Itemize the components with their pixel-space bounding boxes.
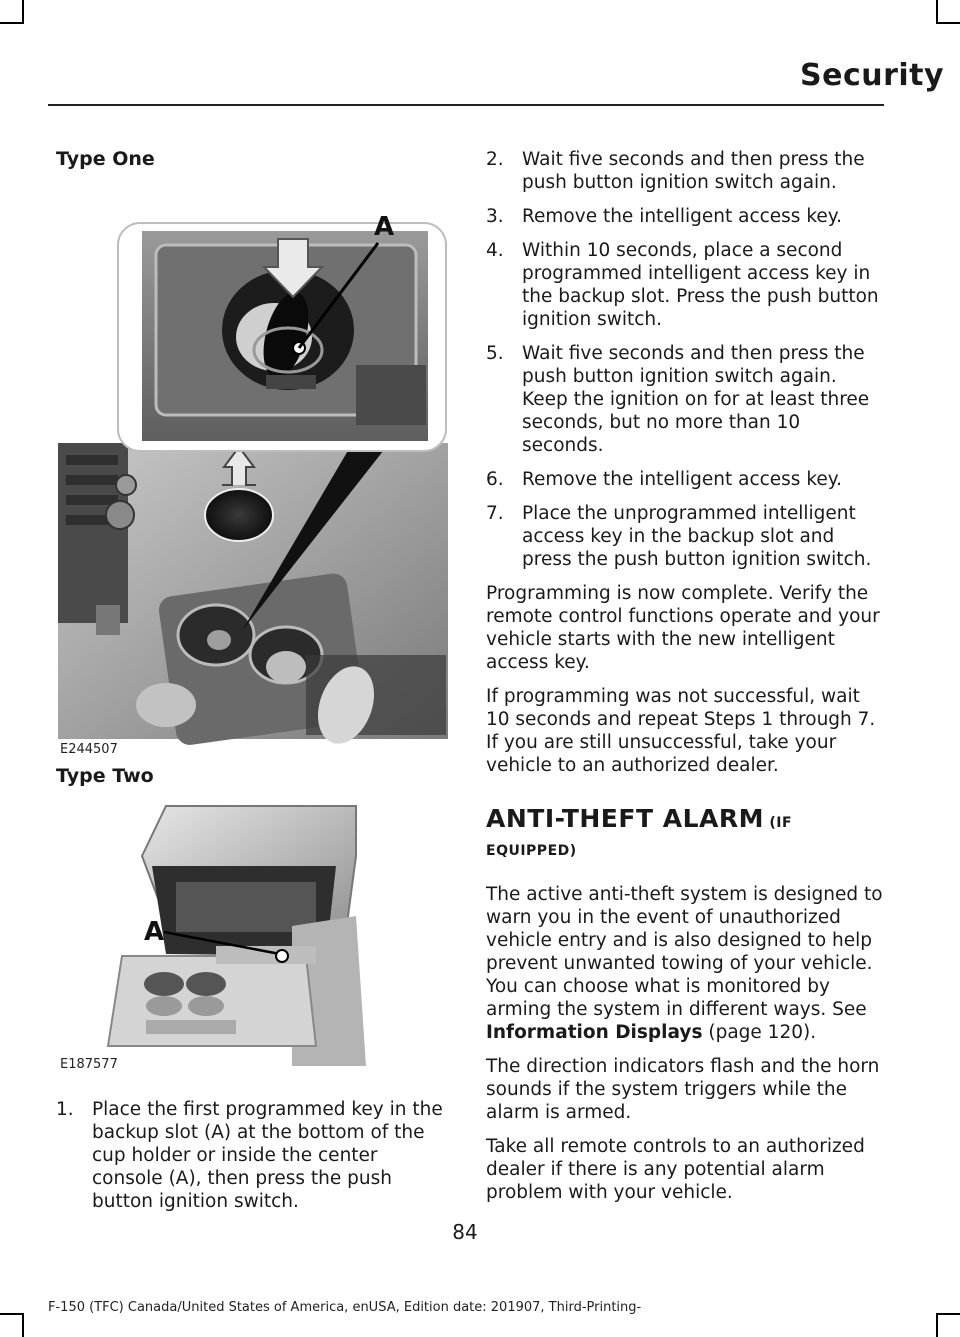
step-number: 3. <box>486 206 504 227</box>
figure-e187577 <box>56 796 448 1076</box>
crop-mark <box>22 1313 24 1337</box>
paragraph-text: The active anti-theft system is designed to warn you in the event of unauthorized vehicle entry and is also designed to help prevent unwanted towing of your vehicle. You can choose what is monitored by arming the system in different ways. See <box>486 884 883 1020</box>
page-number: 84 <box>452 1220 478 1244</box>
center-console-cupholder-illustration <box>56 185 448 755</box>
step-text: Within 10 seconds, place a second programmed intelligent access key in the backup slot. Press the push button ignition switch. <box>522 240 879 330</box>
cross-reference-link[interactable]: Information Displays <box>486 1022 703 1043</box>
page-title: Security <box>800 58 945 93</box>
page-header <box>0 58 945 93</box>
paragraph-active-system <box>486 883 886 1044</box>
list-item <box>486 342 886 457</box>
section-heading <box>486 804 886 863</box>
step-number: 2. <box>486 149 504 170</box>
crop-mark <box>936 0 938 24</box>
subheading-type-one: Type One <box>56 148 155 170</box>
step-number: 5. <box>486 343 504 364</box>
list-item <box>56 1098 448 1213</box>
paragraph-remote-controls: Take all remote controls to an authorized dealer if there is any potential alarm problem with your vehicle. <box>486 1136 865 1203</box>
subheading-type-two: Type Two <box>56 765 154 787</box>
crop-mark <box>0 22 24 24</box>
left-column <box>56 148 448 1224</box>
list-item <box>486 502 886 571</box>
crop-mark <box>936 1313 960 1315</box>
crop-mark <box>0 1313 24 1315</box>
paragraph-unsuccessful: If programming was not successful, wait 10 seconds and repeat Steps 1 through 7. If you are still unsuccessful, take your vehicle to an authorized dealer. <box>486 686 876 776</box>
step-text: Wait five seconds and then press the push button ignition switch again. <box>522 149 865 193</box>
list-item <box>486 205 886 228</box>
step-text: Wait five seconds and then press the push button ignition switch again. Keep the ignition on for at least three seconds, but no more than 10 seconds. <box>522 343 870 456</box>
figure-id: E244507 <box>60 742 118 755</box>
step-text: Remove the intelligent access key. <box>522 469 842 490</box>
center-console-storage-illustration <box>56 796 448 1076</box>
step-text: Place the unprogrammed intelligent access key in the backup slot and press the push button ignition switch. <box>522 503 872 570</box>
right-column <box>486 148 886 1215</box>
figure-id: E187577 <box>60 1057 118 1072</box>
list-item <box>486 468 886 491</box>
crop-mark <box>936 22 960 24</box>
section-title: ANTI-THEFT ALARM <box>486 804 764 833</box>
header-rule <box>48 104 884 106</box>
paragraph-complete: Programming is now complete. Verify the remote control functions operate and your vehicle starts with the new intelligent access key. <box>486 583 880 673</box>
step-number: 7. <box>486 503 504 524</box>
list-item <box>486 239 886 331</box>
figure-e244507 <box>56 185 448 755</box>
crop-mark <box>936 1313 938 1337</box>
step-text: Place the first programmed key in the backup slot (A) at the bottom of the cup holder or inside the center console (A), then press the push button ignition switch. <box>92 1099 443 1212</box>
crop-mark <box>22 0 24 24</box>
step-list <box>56 1098 448 1213</box>
callout-a: A <box>144 917 165 947</box>
step-text: Remove the intelligent access key. <box>522 206 842 227</box>
paragraph-direction-indicators: The direction indicators flash and the horn sounds if the system triggers while the alarm is armed. <box>486 1056 880 1123</box>
step-list <box>486 148 886 571</box>
footer-text: F-150 (TFC) Canada/United States of America, enUSA, Edition date: 201907, Third-Printing- <box>48 1300 642 1315</box>
step-number: 6. <box>486 469 504 490</box>
step-number: 4. <box>486 240 504 261</box>
list-item <box>486 148 886 194</box>
step-number: 1. <box>56 1099 74 1120</box>
section-qualifier: (IF EQUIPPED) <box>486 815 793 859</box>
cross-reference-page: (page 120). <box>702 1022 817 1043</box>
callout-a: A <box>374 212 395 242</box>
